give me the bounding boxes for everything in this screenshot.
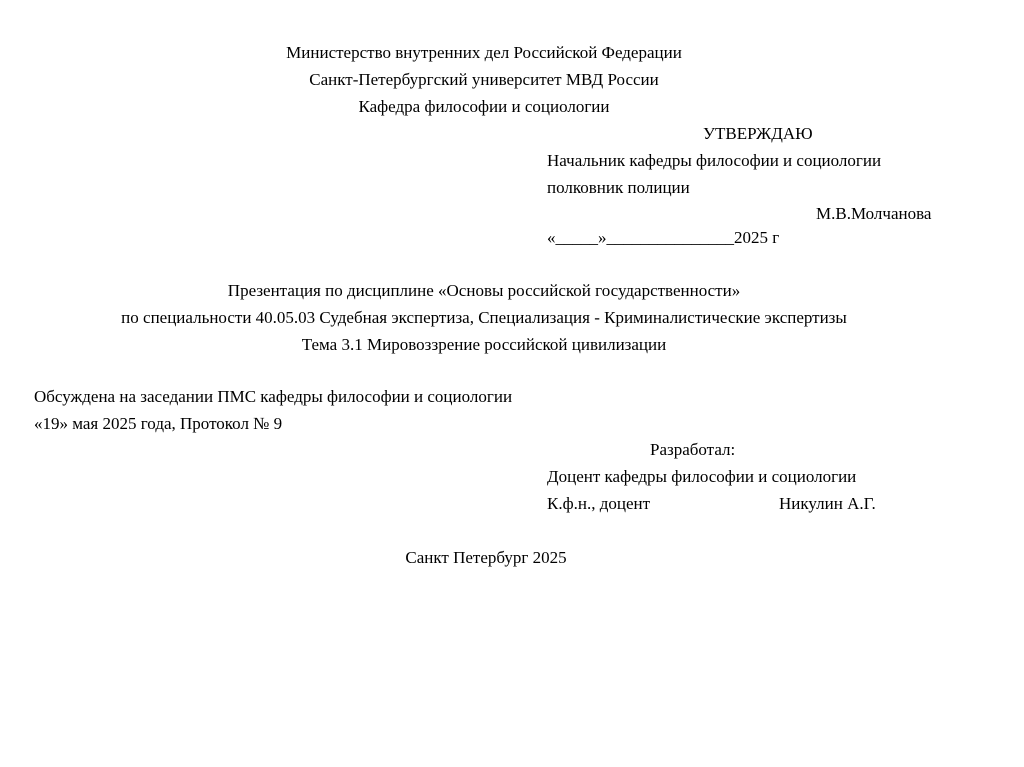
approver-rank: полковник полиции xyxy=(547,178,690,197)
developer-name: Никулин А.Г. xyxy=(779,494,876,513)
university-name: Санкт-Петербургский университет МВД России xyxy=(309,70,659,89)
approval-title: УТВЕРЖДАЮ xyxy=(703,124,813,143)
approver-name: М.В.Молчанова xyxy=(816,204,932,223)
discussion-line-2: «19» мая 2025 года, Протокол № 9 xyxy=(34,414,283,433)
approver-position: Начальник кафедры философии и социологии xyxy=(547,151,882,170)
discussion-line-1: Обсуждена на заседании ПМС кафедры философии и социологии xyxy=(34,387,513,406)
presentation-topic: Тема 3.1 Мировоззрение российской цивилизации xyxy=(301,335,667,354)
presentation-specialty: по специальности 40.05.03 Судебная экспертиза, Специализация - Криминалистические экспертизы xyxy=(121,308,847,327)
developer-label: Разработал: xyxy=(650,440,736,459)
department-name: Кафедра философии и социологии xyxy=(358,97,610,116)
developer-position: Доцент кафедры философии и социологии xyxy=(547,467,857,486)
presentation-title: Презентация по дисциплине «Основы российской государственности» xyxy=(227,281,741,300)
city-year: Санкт Петербург 2025 xyxy=(405,548,567,567)
ministry-name: Министерство внутренних дел Российской Федерации xyxy=(286,43,682,62)
developer-degree: К.ф.н., доцент xyxy=(547,494,651,513)
approval-date-line: «_____»_______________2025 г xyxy=(547,228,780,247)
